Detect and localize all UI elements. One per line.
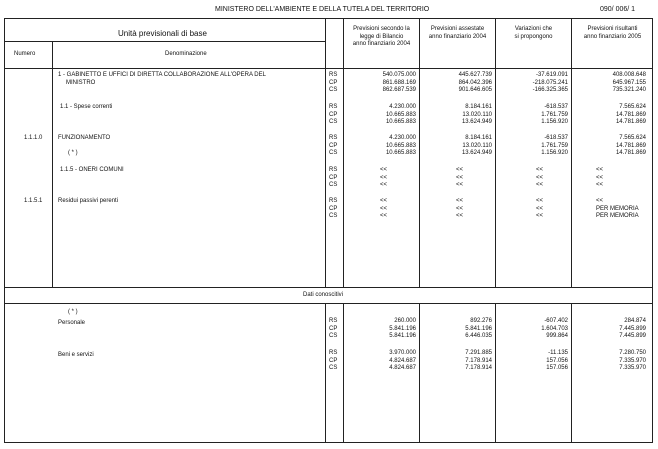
divider: [343, 18, 344, 287]
ministry-title: MINISTERO DELL'AMBIENTE E DELLA TUTELA DEL TERRITORIO: [215, 6, 430, 13]
col2-header: Previsioni assestate anno finanziario 2004: [428, 26, 487, 40]
col4-header: Previsioni risultanti anno finanziario 2005: [583, 26, 642, 40]
numero-header: Numero: [14, 51, 36, 57]
row-codes: RS CP CS: [329, 318, 338, 339]
denominazione-header: Denominazione: [165, 51, 207, 57]
divider: [419, 303, 420, 443]
row-numero: 1.1.5.1: [24, 198, 43, 204]
unita-header: Unità previsionali di base: [118, 29, 207, 38]
col3-header: Variazioni che si propongono: [514, 26, 553, 40]
row-v2: 445.627.739 864.042.396 901.646.605: [458, 72, 492, 93]
divider: [495, 303, 496, 443]
divider: [495, 18, 496, 287]
divider: [4, 68, 653, 69]
row-codes: RS CP CS: [329, 350, 338, 371]
table-row-denom: Residui passivi perenti: [58, 198, 119, 204]
row-v3: -37.619.091 -218.075.241 -166.325.365: [532, 72, 568, 93]
row-v2: 7.291.885 7.178.914 7.178.914: [465, 350, 492, 371]
row-v2: 8.184.161 13.020.110 13.624.949: [461, 104, 492, 125]
row-v1: << << <<: [380, 198, 388, 219]
table-row-denom: FUNZIONAMENTO ( * ): [58, 135, 111, 156]
row-v2: << << <<: [456, 198, 464, 219]
page-code: 090/ 006/ 1: [600, 6, 636, 13]
row-v1: 3.970.000 4.824.687 4.824.687: [389, 350, 416, 371]
divider: [4, 287, 653, 288]
dati-star: ( * ): [68, 309, 78, 315]
row-v4: 7.565.624 14.781.869 14.781.869: [615, 104, 646, 125]
divider: [571, 18, 572, 287]
row-numero: 1.1.1.0: [24, 135, 43, 141]
row-v3: << << <<: [536, 167, 544, 188]
row-codes: RS CP CS: [329, 104, 338, 125]
dati-title: Dati conoscitivi: [303, 292, 344, 298]
divider: [4, 303, 653, 304]
row-v2: 892.276 5.841.196 6.446.035: [465, 318, 492, 339]
row-v4: 408.008.648 645.967.155 735.321.240: [612, 72, 646, 93]
row-v4: 284.874 7.445.899 7.445.899: [619, 318, 646, 339]
row-v3: << << <<: [536, 198, 544, 219]
divider: [571, 303, 572, 443]
row-codes: RS CP CS: [329, 198, 338, 219]
row-v3: -618.537 1.761.759 1.156.920: [541, 135, 568, 156]
table-row-denom: 1.1.5 - ONERI COMUNI: [60, 167, 124, 173]
row-codes: RS CP CS: [329, 72, 338, 93]
row-v4: << PER MEMORIA PER MEMORIA: [596, 198, 639, 219]
row-v4: << << <<: [596, 167, 604, 188]
divider: [52, 41, 53, 287]
row-v1: 4.230.000 10.665.883 10.665.883: [385, 104, 416, 125]
row-v1: 4.230.000 10.665.883 10.665.883: [385, 135, 416, 156]
divider: [343, 303, 344, 443]
row-v1: << << <<: [380, 167, 388, 188]
row-v4: 7.280.750 7.335.970 7.335.970: [619, 350, 646, 371]
row-v3: -11.135 157.056 157.056: [546, 350, 568, 371]
table-row-denom: 1 - GABINETTO E UFFICI DI DIRETTA COLLABORAZIONE ALL'OPERA DEL MINISTRO: [58, 72, 266, 86]
col1-header: Previsioni secondo la legge di Bilancio anno finanziario 2004: [352, 26, 411, 47]
row-codes: RS CP CS: [329, 135, 338, 156]
divider: [4, 41, 325, 42]
row-v2: 8.184.161 13.020.110 13.624.949: [461, 135, 492, 156]
divider: [325, 18, 326, 287]
row-v3: -607.402 1.604.703 999.864: [541, 318, 568, 339]
row-v2: << << <<: [456, 167, 464, 188]
divider: [325, 303, 326, 443]
row-codes: RS CP CS: [329, 167, 338, 188]
dati-row-label: Beni e servizi: [58, 352, 94, 358]
dati-row-label: Personale: [58, 320, 86, 326]
row-v3: -618.537 1.761.759 1.156.920: [541, 104, 568, 125]
row-v4: 7.565.624 14.781.869 14.781.869: [615, 135, 646, 156]
table-row-denom: 1.1 - Spese correnti: [60, 104, 113, 110]
row-v1: 260.000 5.841.196 5.841.196: [389, 318, 416, 339]
divider: [419, 18, 420, 287]
row-v1: 540.075.000 861.688.169 862.687.539: [382, 72, 416, 93]
